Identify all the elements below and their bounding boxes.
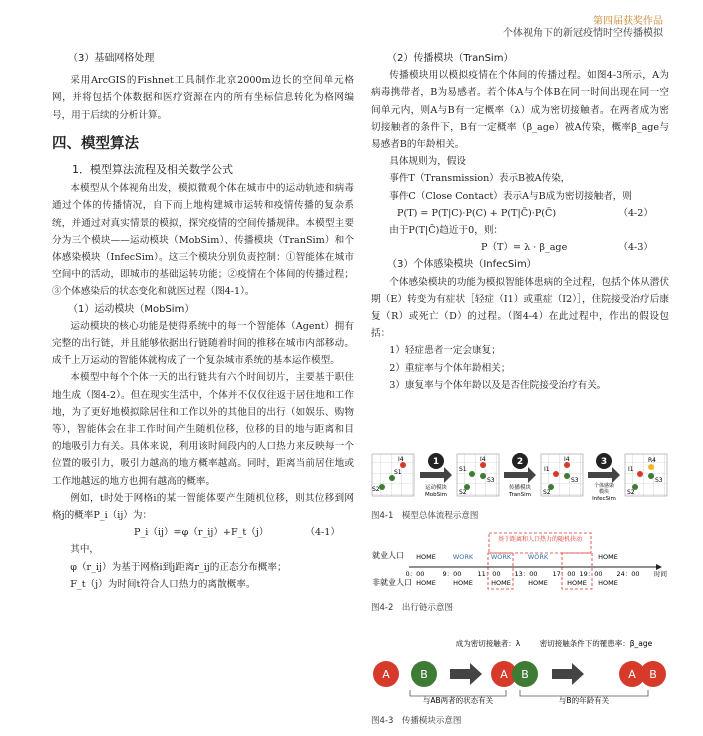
- non-slot-2: HOME: [453, 579, 473, 587]
- equation-4-1: [52, 524, 354, 541]
- susceptible-dot: [379, 484, 385, 490]
- arrow-infection: [552, 663, 584, 685]
- step-3-number: 3: [600, 457, 608, 467]
- under-label-2: 与B的年龄有关: [558, 696, 610, 705]
- non-slot-3: HOME: [491, 579, 511, 587]
- under-label-1: 与AB两者的状态有关: [422, 696, 494, 705]
- sub1-title: 1．模型算法流程及相关数学公式: [72, 163, 233, 177]
- eq3: P（T）= λ · β_age: [481, 242, 568, 254]
- time-tick-3: 13：00: [514, 570, 538, 578]
- grid-state-4: [625, 454, 667, 496]
- step-3-label-en: InfecSim: [592, 496, 616, 502]
- grid-state-2: [457, 454, 499, 496]
- beta-label: 密切接触条件下的罹患率：β_age: [539, 639, 653, 648]
- emp-slot-5: HOME: [598, 553, 618, 561]
- g1-label-b: S1: [394, 469, 402, 476]
- non-slot-1: HOME: [416, 579, 436, 587]
- random-move-note: 基于距离和人口热力的随机抉动: [497, 536, 583, 543]
- fig41-caption: 图4-1 模型总体流程示意图: [371, 511, 479, 521]
- recovered-dot: [648, 464, 654, 470]
- infected-dot: [637, 471, 643, 477]
- susceptible-dot: [648, 473, 654, 479]
- g3-label-b: I1: [544, 466, 550, 473]
- time-tick-6: 24：00: [616, 570, 640, 578]
- s3-title: （3）基础网格处理: [68, 53, 155, 64]
- arrow-contact: [450, 663, 482, 685]
- time-tick-4: 17：00: [552, 570, 576, 578]
- non-slot-6: HOME: [598, 579, 618, 587]
- assumption-1: 1）轻症患者一定会康复；: [389, 345, 501, 357]
- time-tick-2: 11：00: [477, 570, 501, 578]
- fig42-caption: 图4-2 出行链示意图: [371, 603, 453, 613]
- step-1-number: 1: [432, 457, 440, 467]
- eq1-lhs: P_i（ij）=φ（r_ij）+F_t（j）: [134, 527, 269, 539]
- susceptible-dot: [480, 473, 486, 479]
- g2-label-a: I4: [480, 456, 486, 463]
- emp-slot-2: WORK: [452, 553, 474, 561]
- g4-label-d: S3: [655, 477, 663, 484]
- non-slot-5: HOME: [567, 579, 587, 587]
- g3-label-a: I4: [564, 456, 570, 463]
- eq2: P(T) = P(T|C)·P(C) + P(T|C̄)·P(C̄): [397, 207, 557, 219]
- step-2-label: 传播模块: [508, 485, 532, 491]
- emp-slot-3: WORK: [490, 553, 512, 561]
- header-series: 第四届获奖作品: [593, 16, 663, 27]
- non-slot-4: HOME: [528, 579, 548, 587]
- g1-label-c: S2: [372, 486, 380, 493]
- step-2-label-en: TranSim: [508, 492, 532, 498]
- pair-infected: [619, 661, 666, 687]
- g1-label-a: I4: [398, 456, 404, 463]
- para-tran: 传播模块用以模拟疫情在个体间的传播过程。如图4-3所示，A为病毒携带者，B为易感者。若个体A与个体B在同一时间出现在同一空间单元内，则A与B有一定概率（λ）成为密切接触者。在两者成为密切接触者的条件下，B有一定概率（β_age）被A传染，概率β_age与易感者B的年龄相关。: [371, 70, 669, 151]
- figure-4-3: [370, 634, 670, 706]
- step-1: [420, 453, 452, 498]
- para-inf: 个体感染模块的功能为模拟智能体患病的全过程，包括个体从潜伏期（E）转变为有症状［轻症（I1）或重症（I2）］，住院接受治疗后康复（R）或死亡（D）的过程。（图4-4）在此过程中，作出的假设包括：: [371, 276, 669, 340]
- node-a: A: [628, 668, 636, 681]
- event-c: 事件C（Close Contact）表示A与B成为密切接触者，则: [389, 190, 632, 202]
- node-b: B: [521, 668, 529, 681]
- emp-slot-4: WORK: [527, 553, 549, 561]
- figure-4-2: [370, 531, 670, 595]
- tran-title: （2）传播模块（TranSim）: [387, 53, 514, 64]
- figure-4-1: [370, 452, 670, 504]
- assumption-3: 3）康复率与个体年龄以及是否住院接受治疗有关。: [389, 379, 607, 391]
- fig43-caption: 图4-3 传播模块示意图: [371, 716, 462, 726]
- time-tick-5: 19：00: [579, 570, 603, 578]
- right-column: [371, 50, 669, 394]
- pair-contact: [491, 661, 538, 687]
- node-a: A: [500, 668, 508, 681]
- g4-label-c: S2: [627, 489, 635, 496]
- step-1-label: 运动模块: [424, 485, 448, 491]
- inf-title: （3）个体感染模块（InfecSim）: [387, 259, 537, 271]
- g4-label-a: R4: [648, 457, 656, 464]
- susceptible-dot: [564, 473, 570, 479]
- susceptible-dot: [469, 471, 475, 477]
- eq2-note: 由于P(T|C̄)趋近于0，则：: [389, 225, 504, 237]
- para-chain: 本模型中每个个体一天的出行链共有六个时间切片，主要基于职住地生成（图4-2）。但在现实生活中，个体并不仅仅往返于居住地和工作地，为了更好地模拟除居住和工作以外的其他目的出行（如娱乐、购物等），智能体会在非工作时间产生随机位移，位移的目的地与距离和目的地吸引力有关。具体来说，利用该时间段内的人口热力来反映每一个位置的吸引力，吸引力越高的地方概率越高。同时，距离当前居住地或工作地越远的地方也拥有越高的概率。: [52, 372, 354, 487]
- event-t: 事件T（Transmission）表示B被A传染，: [389, 173, 571, 185]
- node-b: B: [420, 668, 428, 681]
- para-phi: φ（r_ij）为基于网格i到j距离r_ij的正态分布概率；: [70, 561, 287, 573]
- eq2-num: （4-2）: [618, 207, 653, 219]
- time-tick-1: 9：00: [442, 570, 462, 578]
- g3-label-d: S3: [571, 477, 579, 484]
- g2-label-d: S3: [487, 477, 495, 484]
- equation-4-2: [371, 205, 669, 222]
- g3-label-c: S2: [543, 489, 551, 496]
- para-mob: 运动模块的核心功能是使得系统中的每一个智能体（Agent）拥有完整的出行链，并且能够依据出行链随着时间的推移在城市内部移动。成千上万运动的智能体就构成了一个复杂城市系统的基本运作模型。: [52, 320, 354, 367]
- step-3-label-2: 模块: [598, 489, 610, 495]
- step-1-label-en: MobSim: [425, 492, 447, 498]
- left-column: [52, 50, 354, 593]
- assumption-2: 2）重症率与个体年龄相关；: [389, 362, 511, 374]
- rule-intro: 具体规则为，假设: [389, 156, 466, 168]
- row-nonemployed-label: 非就业人口: [372, 578, 412, 587]
- node-a: A: [382, 668, 390, 681]
- infected-dot: [553, 471, 559, 477]
- equation-4-3: [371, 239, 669, 256]
- eq3-num: （4-3）: [618, 242, 653, 254]
- mob-title: （1）运动模块（MobSim）: [68, 303, 195, 315]
- s3-body: 采用ArcGIS的Fishnet工具制作北京2000m边长的空间单元格网，并将包括个体数据和医疗资源在内的所有坐标信息转化为格网编号，用于后续的分析计算。: [52, 75, 354, 121]
- step-3-label: 个体感染: [593, 483, 615, 489]
- pair-initial: [373, 661, 437, 687]
- section-title: 四、模型算法: [52, 135, 139, 152]
- time-tick-0: 0：00: [405, 570, 425, 578]
- para-example: 例如，t时处于网格i的某一智能体要产生随机位移，则其位移到网格j的概率P_i（ij）为：: [52, 492, 354, 522]
- g2-label-c: S2: [459, 489, 467, 496]
- step-3: [588, 453, 620, 502]
- time-unit: 时间: [654, 570, 667, 578]
- g4-label-b: I1: [628, 466, 634, 473]
- para-intro: 本模型从个体视角出发，模拟微观个体在城市中的运动轨迹和病毒通过个体的传播情况，自下而上地构建城市运转和疫情传播的复杂系统，并通过对真实情景的模拟，探究疫情的空间传播规律。本模型主要分为三个模块——运动模块（MobSim）、传播模块（TranSim）和个体感染模块（InfecSim）。这三个模块分别负责控制：①智能体在城市空间中的活动，即城市的基础运转功能；②疫情在个体间的传播过程；③个体感染后的状态变化和就医过程（图4-1）。: [52, 183, 354, 298]
- g2-label-b: S1: [459, 466, 467, 473]
- header-subtitle: 个体视角下的新冠疫情时空传播模拟: [503, 28, 663, 39]
- eq1-num: （4-1）: [305, 527, 340, 539]
- emp-slot-1: HOME: [416, 553, 436, 561]
- para-ft: F_t（j）为时间t符合人口热力的离散概率。: [70, 578, 256, 590]
- step-2: [504, 453, 536, 498]
- row-employed-label: 就业人口: [372, 551, 404, 560]
- grid-state-1: [372, 454, 414, 496]
- step-2-number: 2: [516, 457, 524, 467]
- node-b: B: [649, 668, 657, 681]
- grid-state-3: [541, 454, 583, 496]
- para-where: 其中，: [70, 544, 100, 556]
- lambda-label: 成为密切接触者：λ: [455, 639, 521, 648]
